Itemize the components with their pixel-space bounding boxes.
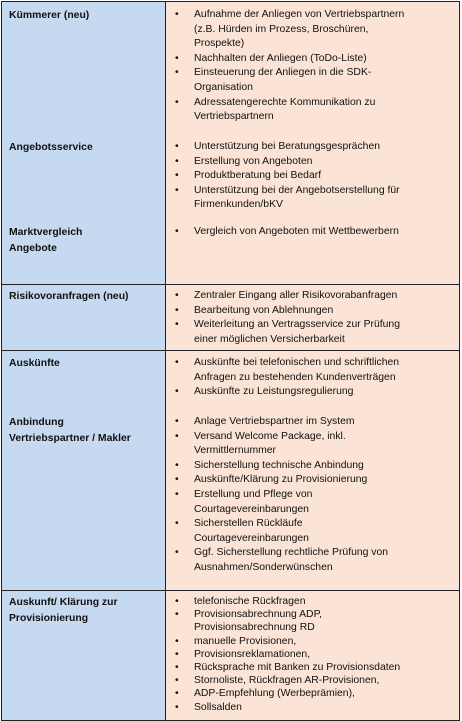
list-item: • Stornoliste, Rückfragen AR-Provisionen, xyxy=(175,675,380,687)
list-item: • Rücksprache mit Banken zu Provisionsdaten xyxy=(175,662,401,674)
section-label: Angebotsservice xyxy=(9,142,93,153)
list-item: • Auskünfte bei telefonischen und schriftlichen Anfragen zu bestehenden Kundenverträgen xyxy=(175,357,400,383)
table-row xyxy=(2,2,460,285)
bullet-icon: • xyxy=(175,459,179,471)
list-item: • Auskünfte zu Leistungsregulierung xyxy=(174,385,455,400)
bullet-list xyxy=(174,8,455,125)
bullet-icon: • xyxy=(175,67,179,79)
table-row xyxy=(2,285,460,351)
bullet-list xyxy=(174,356,455,400)
bullet-list xyxy=(174,289,455,347)
bullet-list xyxy=(174,595,455,714)
bullet-icon: • xyxy=(175,518,179,530)
bullet-icon: • xyxy=(175,304,179,316)
content-cell xyxy=(166,2,460,285)
bullet-icon: • xyxy=(175,547,179,559)
bullet-icon: • xyxy=(175,596,179,607)
list-item: • Provisionsreklamationen, xyxy=(175,648,311,660)
bullet-icon: • xyxy=(175,474,179,486)
bullet-icon: • xyxy=(175,155,179,167)
bullet-icon: • xyxy=(175,170,179,182)
list-item: • Vergleich von Angeboten mit Wettbewerbern xyxy=(174,225,455,240)
list-item: • Sollsalden xyxy=(175,701,242,713)
list-item: • Erstellung und Pflege von Courtagevereinbarungen xyxy=(175,488,313,515)
section-label: Auskünfte xyxy=(9,358,60,369)
list-item: • Sicherstellung technische Anbindung xyxy=(174,459,455,474)
list-item: • Erstellung von Angeboten xyxy=(174,155,455,170)
list-item: • Unterstützung bei Beratungsgesprächen xyxy=(174,140,455,155)
bullet-icon: • xyxy=(175,648,179,660)
label-cell xyxy=(2,2,166,285)
list-item: • Ggf. Sicherstellung rechtliche Prüfung von Ausnahmen/Sonderwünschen xyxy=(175,547,389,573)
list-item: • Adressatengerechte Kommunikation zu Vertriebspartnern xyxy=(175,96,376,123)
content-cell xyxy=(166,591,460,721)
section-label: Risikovoranfragen (neu) xyxy=(9,291,129,302)
list-item: • Unterstützung bei der Angebotserstellung für Firmenkunden/bKV xyxy=(175,184,400,211)
list-item: • Nachhalten der Anliegen (ToDo-Liste) xyxy=(174,52,455,67)
bullet-icon: • xyxy=(175,96,179,108)
bullet-icon: • xyxy=(175,609,179,621)
list-item: • Einsteuerung der Anliegen in die SDK- Organisation xyxy=(175,67,372,93)
list-item: • Aufnahme der Anliegen von Vertriebspartnern (z.B. Hürden im Prozess, Broschüren, Prospekte) xyxy=(175,9,405,50)
section-label: Kümmerer (neu) xyxy=(9,10,90,21)
bullet-icon: • xyxy=(175,430,179,442)
list-item: • Auskünfte/Klärung zu Provisionierung xyxy=(174,473,455,488)
list-item: • Weiterleitung an Vertragsservice zur Prüfung einer möglichen Versicherbarkeit xyxy=(175,319,400,345)
list-item: • Provisionsabrechnung ADP, Provisionsabrechnung RD xyxy=(175,609,323,634)
section-label: Marktvergleich Angebote xyxy=(9,227,83,254)
bullet-list xyxy=(174,140,455,213)
section-label: Anbindung Vertriebspartner / Makler xyxy=(9,417,131,444)
list-item: • manuelle Provisionen, xyxy=(175,635,297,647)
list-item: • Zentraler Eingang aller Risikovorabanfragen xyxy=(174,289,455,304)
list-item: • Versand Welcome Package, inkl. Vermittlernummer xyxy=(175,430,346,457)
table-row xyxy=(2,591,460,721)
bullet-icon: • xyxy=(175,386,179,398)
bullet-icon: • xyxy=(175,290,179,301)
bullet-icon: • xyxy=(175,635,179,647)
content-cell xyxy=(166,285,460,351)
list-item: • Anlage Vertriebspartner im System xyxy=(174,415,455,430)
bullet-icon: • xyxy=(175,184,179,196)
bullet-icon: • xyxy=(175,52,179,64)
bullet-icon: • xyxy=(175,701,179,713)
bullet-icon: • xyxy=(175,488,179,500)
bullet-icon: • xyxy=(175,416,179,427)
list-item: • Sicherstellen Rückläufe Courtagevereinbarungen xyxy=(175,518,309,544)
list-item: • Produktberatung bei Bedarf xyxy=(174,169,455,184)
bullet-icon: • xyxy=(175,662,179,674)
list-item: • ADP-Empfehlung (Werbeprämien), xyxy=(175,688,355,700)
services-table xyxy=(1,1,460,721)
list-item: • Bearbeitung von Ablehnungen xyxy=(174,304,455,319)
bullet-icon: • xyxy=(175,357,179,368)
bullet-icon: • xyxy=(175,9,179,20)
label-cell xyxy=(2,591,166,721)
bullet-icon: • xyxy=(175,675,179,687)
label-cell xyxy=(2,351,166,591)
bullet-icon: • xyxy=(175,141,179,152)
label-cell xyxy=(2,285,166,351)
bullet-icon: • xyxy=(175,319,179,331)
content-cell xyxy=(166,351,460,591)
section-label: Auskunft/ Klärung zur Provisionierung xyxy=(9,597,118,624)
bullet-icon: • xyxy=(175,688,179,700)
bullet-list xyxy=(174,225,455,240)
bullet-list xyxy=(174,415,455,576)
bullet-icon: • xyxy=(175,226,179,237)
table-row xyxy=(2,351,460,591)
list-item: • telefonische Rückfragen xyxy=(175,596,306,607)
